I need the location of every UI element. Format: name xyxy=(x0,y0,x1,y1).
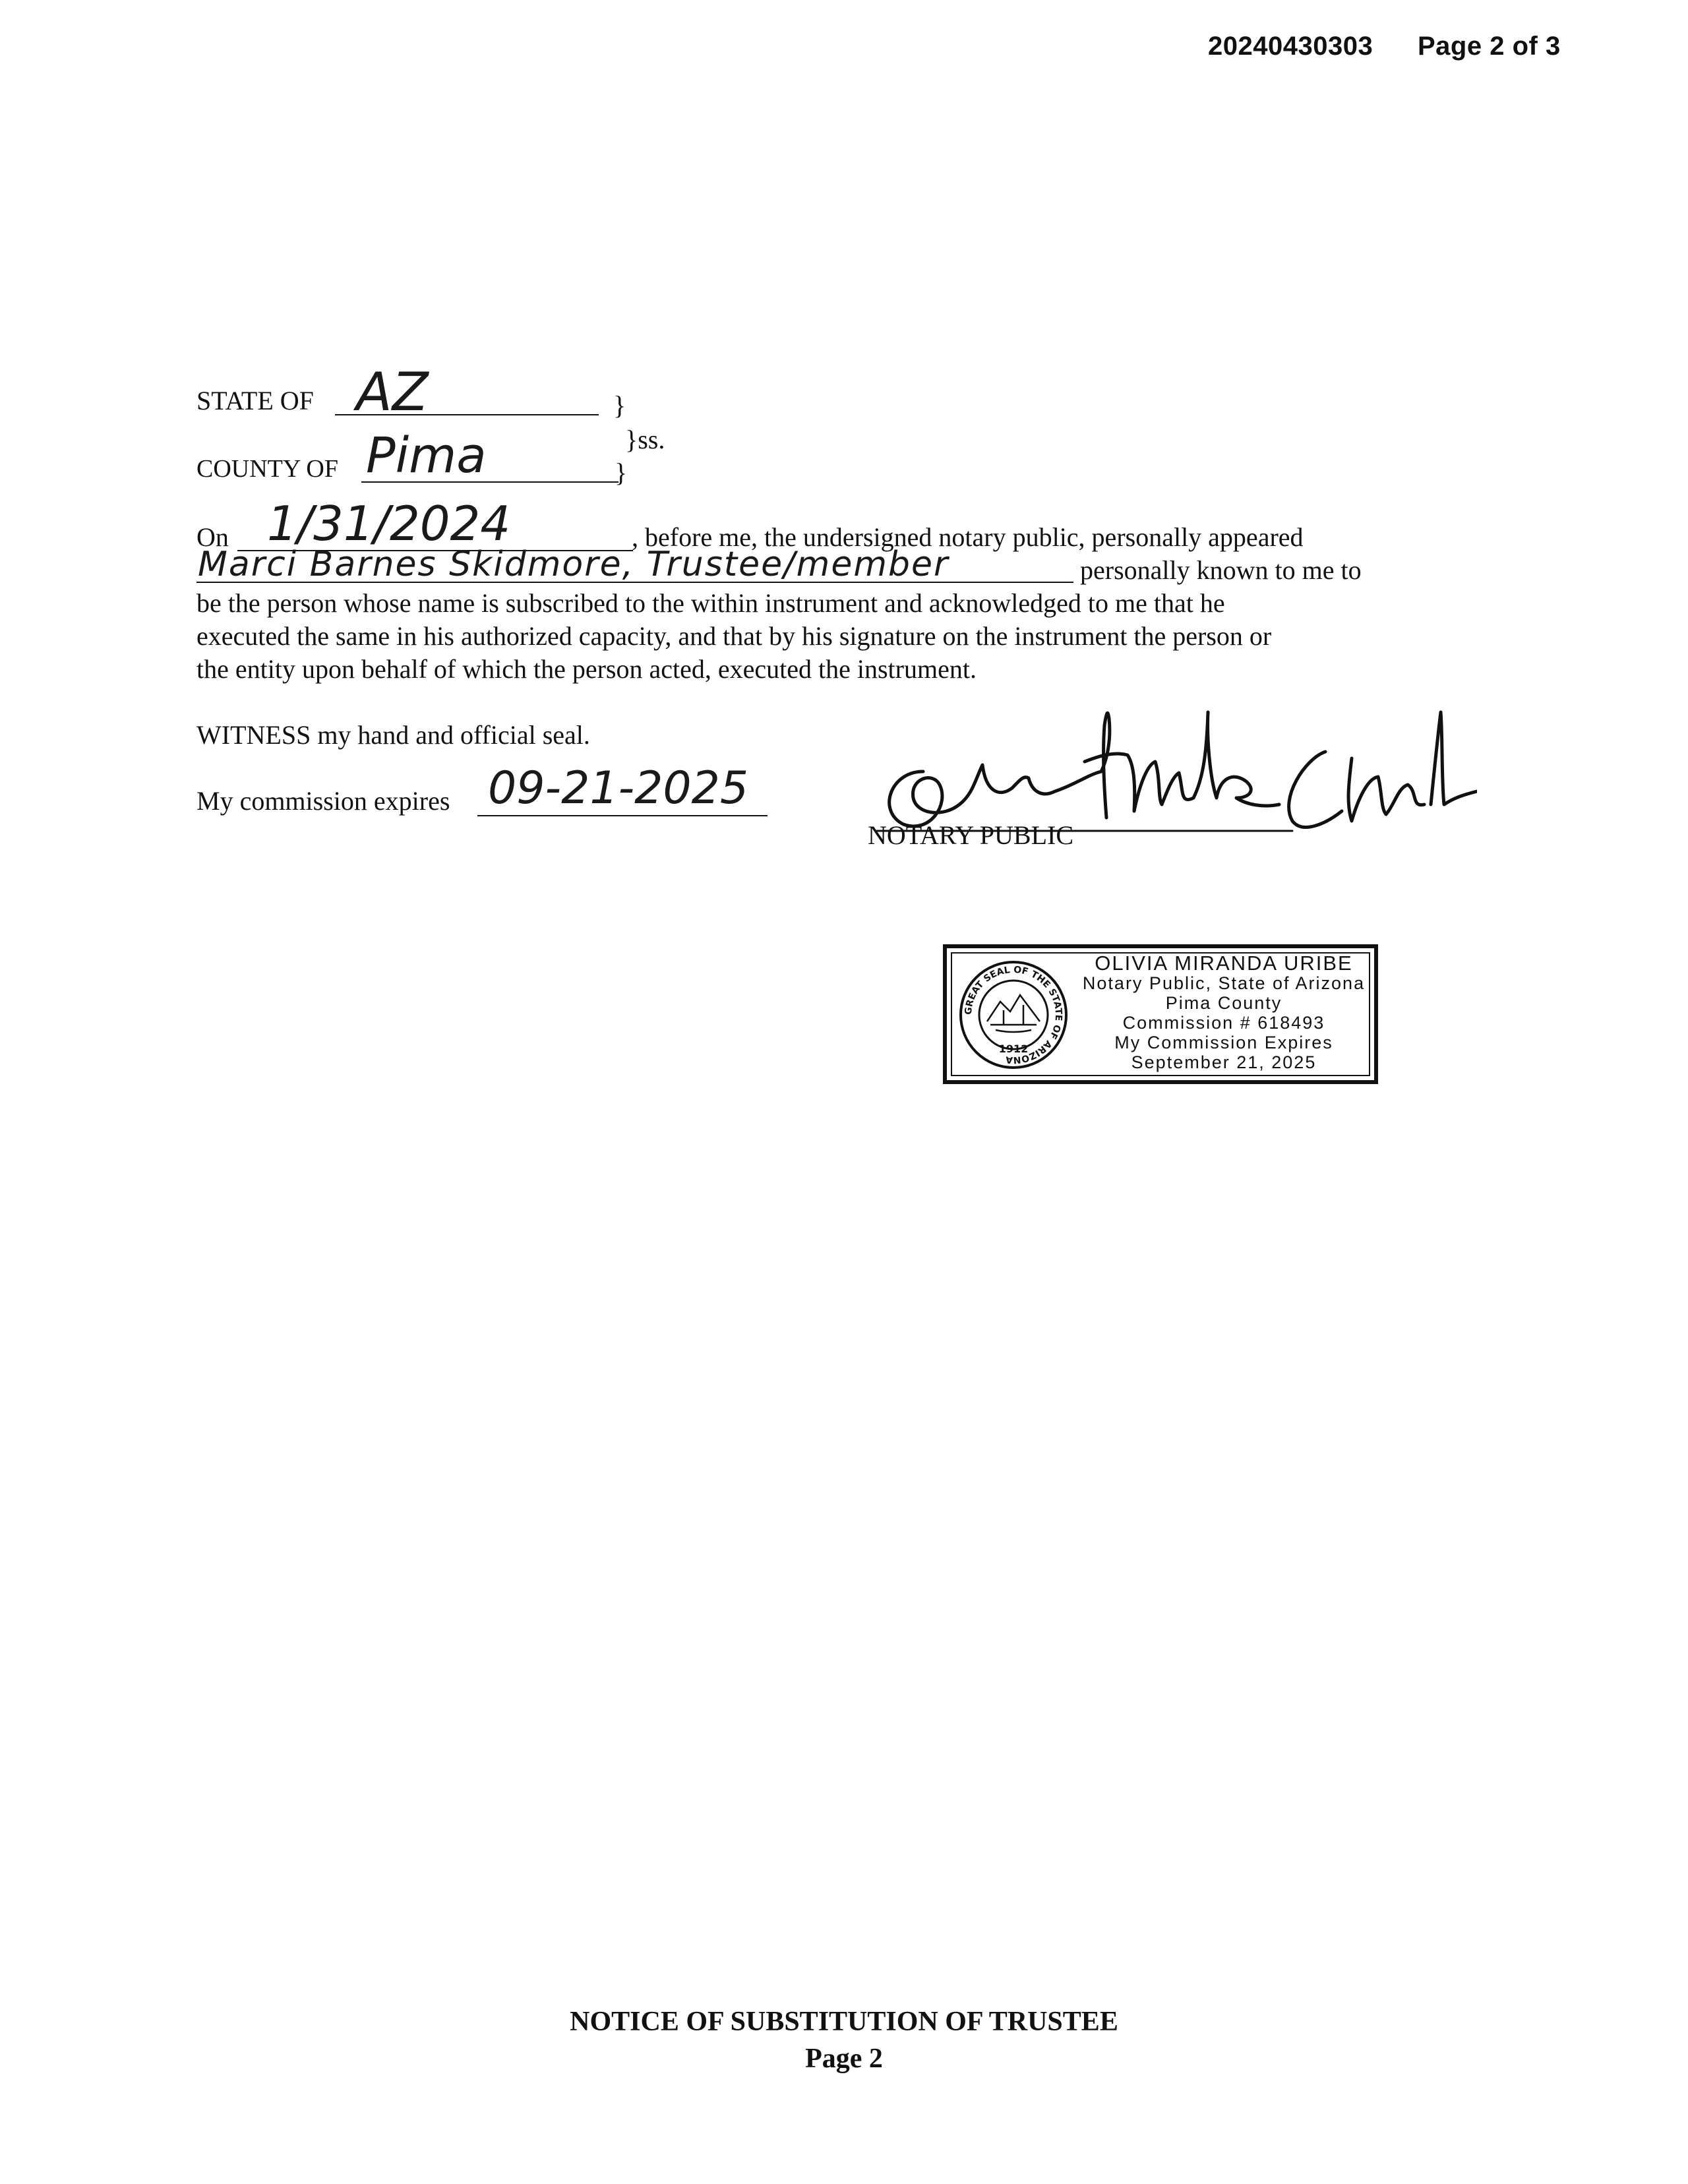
stamp-notary-name: OLIVIA MIRANDA URIBE xyxy=(1095,952,1353,975)
appeared-name-handwritten: Marci Barnes Skidmore, Trustee/member xyxy=(198,545,950,584)
county-brace: } xyxy=(615,458,628,487)
state-brace: } xyxy=(613,390,626,420)
date-handwritten-value: 1/31/2024 xyxy=(267,496,511,551)
ack-paragraph-line-2: executed the same in his authorized capacity, and that by his signature on the instrument the person or xyxy=(196,621,1272,651)
document-number: 20240430303 xyxy=(1208,32,1373,61)
notary-stamp xyxy=(943,944,1378,1084)
stamp-commission-number: Commission # 618493 xyxy=(1122,1013,1325,1033)
seal-ring-text: GREAT SEAL OF THE STATE OF ARIZONA xyxy=(963,964,1064,1066)
ack-paragraph-line-1: be the person whose name is subscribed to the within instrument and acknowledged to me that he xyxy=(196,588,1225,618)
state-handwritten-value: AZ xyxy=(356,361,429,423)
state-label: STATE OF xyxy=(196,386,314,415)
commission-underline xyxy=(477,815,768,816)
ss-brace: }ss. xyxy=(625,425,665,454)
witness-text: WITNESS my hand and official seal. xyxy=(196,720,590,750)
commission-label: My commission expires xyxy=(196,786,450,816)
stamp-notary-title: Notary Public, State of Arizona xyxy=(1082,973,1366,993)
county-handwritten-value: Pima xyxy=(366,427,487,484)
commission-handwritten-value: 09-21-2025 xyxy=(488,762,749,814)
before-me-text: , before me, the undersigned notary public, personally appeared xyxy=(632,522,1304,552)
footer-title: NOTICE OF SUBSTITUTION OF TRUSTEE xyxy=(570,2007,1118,2037)
county-label: COUNTY OF xyxy=(196,455,338,483)
on-label: On xyxy=(196,522,229,552)
notary-public-label: NOTARY PUBLIC xyxy=(868,820,1074,850)
ack-paragraph-line-3: the entity upon behalf of which the person acted, executed the instrument. xyxy=(196,654,977,684)
stamp-county: Pima County xyxy=(1165,993,1282,1013)
seal-year: 1912 xyxy=(998,1043,1029,1055)
stamp-expires-label: My Commission Expires xyxy=(1114,1033,1333,1052)
arizona-state-seal xyxy=(957,959,1070,1071)
stamp-expires-date: September 21, 2025 xyxy=(1131,1052,1317,1072)
footer-page: Page 2 xyxy=(805,2044,883,2074)
stamp-text-block xyxy=(1079,954,1369,1072)
page-indicator: Page 2 of 3 xyxy=(1418,32,1561,61)
personally-known-text: personally known to me to xyxy=(1080,555,1362,585)
